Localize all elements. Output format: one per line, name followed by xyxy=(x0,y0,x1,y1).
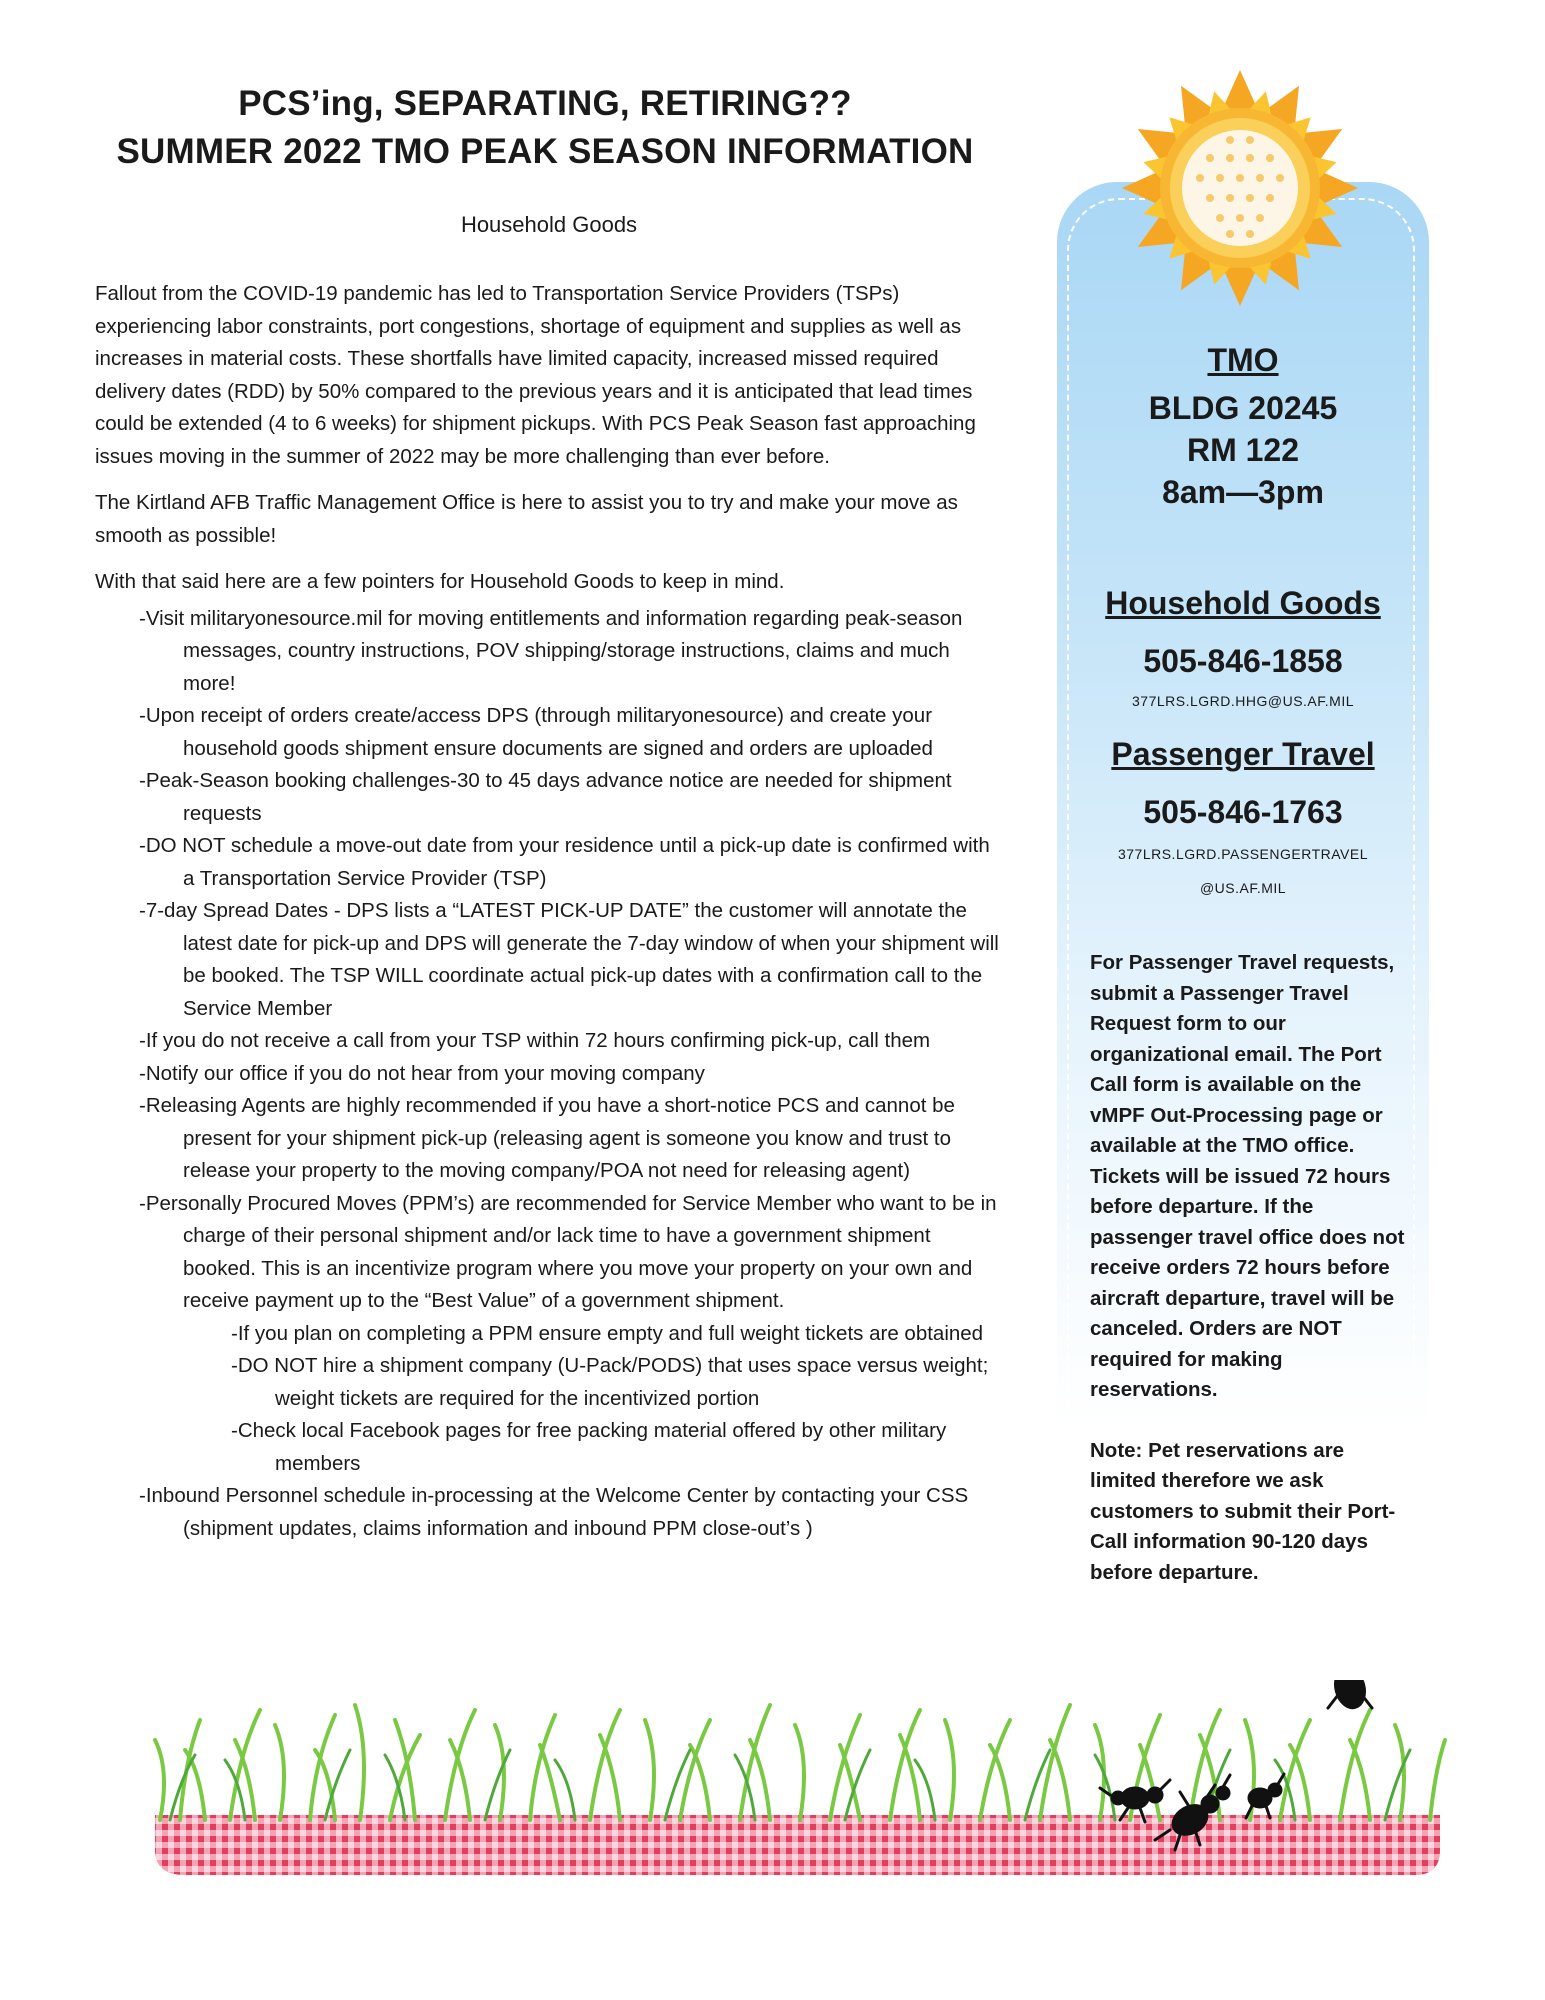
list-item: -Releasing Agents are highly recommended if you have a short-notice PCS and cannot be present for your shipment pick-up (releasing agent is someone you know and trust to release your property to the moving company/POA not need for releasing agent) xyxy=(139,1094,955,1182)
pt-info-paragraph: For Passenger Travel requests, submit a Passenger Travel Request form to our organizational email. The Port Call form is available on the vMPF Out-Processing page or available at the TMO office. Tickets will be issued 72 hours before departure. If the passenger travel office does not receive orders 72 hours before aircraft departure, travel will be canceled. Orders are NOT required for making reservations. xyxy=(1090,951,1405,1401)
sub-list-item: -If you plan on completing a PPM ensure empty and full weight tickets are obtained xyxy=(231,1321,984,1345)
pt-phone: 505-846-1763 xyxy=(1143,794,1343,830)
assist-paragraph: The Kirtland AFB Traffic Management Office is here to assist you to try and make your move as smooth as possible! xyxy=(95,491,958,547)
room-number: RM 122 xyxy=(1186,432,1300,468)
list-item: -Personally Procured Moves (PPM’s) are recommended for Service Member who want to be in charge of their personal shipment and/or lack time to have a government shipment booked. This is an incentivize program where you move your property on your own and receive payment up to the “Best Value” of a government shipment. xyxy=(139,1191,997,1312)
pointers-list xyxy=(95,603,1005,1546)
checkered-cloth xyxy=(155,1815,1440,1875)
hhg-contact xyxy=(1057,585,1429,718)
ant-icon xyxy=(1325,1680,1375,1711)
pt-email-line-2: @US.AF.MIL xyxy=(1199,880,1287,896)
list-item: -7-day Spread Dates - DPS lists a “LATEST PICK-UP DATE” the customer will annotate the latest date for pick-up and DPS will generate the 7-day window of when your shipment will be booked. The TSP WILL coordinate actual pick-up dates with a confirmation call to the Service Member xyxy=(139,899,999,1020)
list-item: -If you do not receive a call from your TSP within 72 hours confirming pick-up, call them xyxy=(139,1029,931,1052)
list-item: -Notify our office if you do not hear from your moving company xyxy=(139,1061,705,1085)
list-item: -Peak-Season booking challenges-30 to 45 days advance notice are needed for shipment requests xyxy=(139,769,952,825)
main-content xyxy=(95,278,1005,1545)
pet-note-paragraph: Note: Pet reservations are limited therefore we ask customers to submit their Port-Call information 90-120 days before departure. xyxy=(1090,1438,1396,1584)
section-subtitle: Household Goods xyxy=(460,212,638,237)
title-line-1: PCS’ing, SEPARATING, RETIRING?? xyxy=(238,84,852,123)
building-number: BLDG 20245 xyxy=(1148,390,1338,426)
list-item: -Visit militaryonesource.mil for moving entitlements and information regarding peak-season messages, country instructions, POV shipping/storage instructions, claims and much more! xyxy=(139,606,963,695)
passenger-travel-info xyxy=(1090,948,1410,1618)
list-item: -Upon receipt of orders create/access DPS (through militaryonesource) and create your household goods shipment ensure documents are signed and orders are uploaded xyxy=(139,704,933,760)
title-line-2: SUMMER 2022 TMO PEAK SEASON INFORMATION xyxy=(116,132,974,171)
list-item: -DO NOT schedule a move-out date from your residence until a pick-up date is confirmed with a Transportation Service Provider (TSP) xyxy=(139,834,990,890)
title-block xyxy=(95,80,995,176)
tmo-block xyxy=(1057,342,1429,513)
sub-list-item: -Check local Facebook pages for free packing material offered by other military members xyxy=(231,1419,947,1475)
intro-paragraph: Fallout from the COVID-19 pandemic has led to Transportation Service Providers (TSPs) experiencing labor constraints, port congestions, shortage of equipment and supplies as well as increases in material costs. These shortfalls have limited capacity, increased missed required delivery dates (RDD) by 50% compared to the previous years and it is anticipated that lead times could be extended (4 to 6 weeks) for shipment pickups. With PCS Peak Season fast approaching issues moving in the summer of 2022 may be more challenging than ever before. xyxy=(95,282,976,468)
hhg-email: 377LRS.LGRD.HHG@US.AF.MIL xyxy=(1132,693,1354,709)
office-hours: 8am—3pm xyxy=(1162,474,1324,510)
pt-email-line-1: 377LRS.LGRD.PASSENGERTRAVEL xyxy=(1117,846,1369,862)
list-item: -Inbound Personnel schedule in-processing at the Welcome Center by contacting your CSS (shipment updates, claims information and inbound PPM close-out’s ) xyxy=(139,1484,969,1540)
sub-list-item: -DO NOT hire a shipment company (U-Pack/PODS) that uses space versus weight; weight tickets are required for the incentivized portion xyxy=(231,1354,989,1410)
grass-picnic-illustration xyxy=(150,1680,1450,1880)
pt-contact xyxy=(1057,736,1429,905)
hhg-heading: Household Goods xyxy=(1105,585,1381,621)
hhg-phone: 505-846-1858 xyxy=(1143,643,1343,679)
sun-icon xyxy=(1115,70,1365,320)
pointers-intro: With that said here are a few pointers for Household Goods to keep in mind. xyxy=(95,570,785,593)
pt-heading: Passenger Travel xyxy=(1111,736,1375,772)
tmo-heading: TMO xyxy=(1207,342,1279,378)
